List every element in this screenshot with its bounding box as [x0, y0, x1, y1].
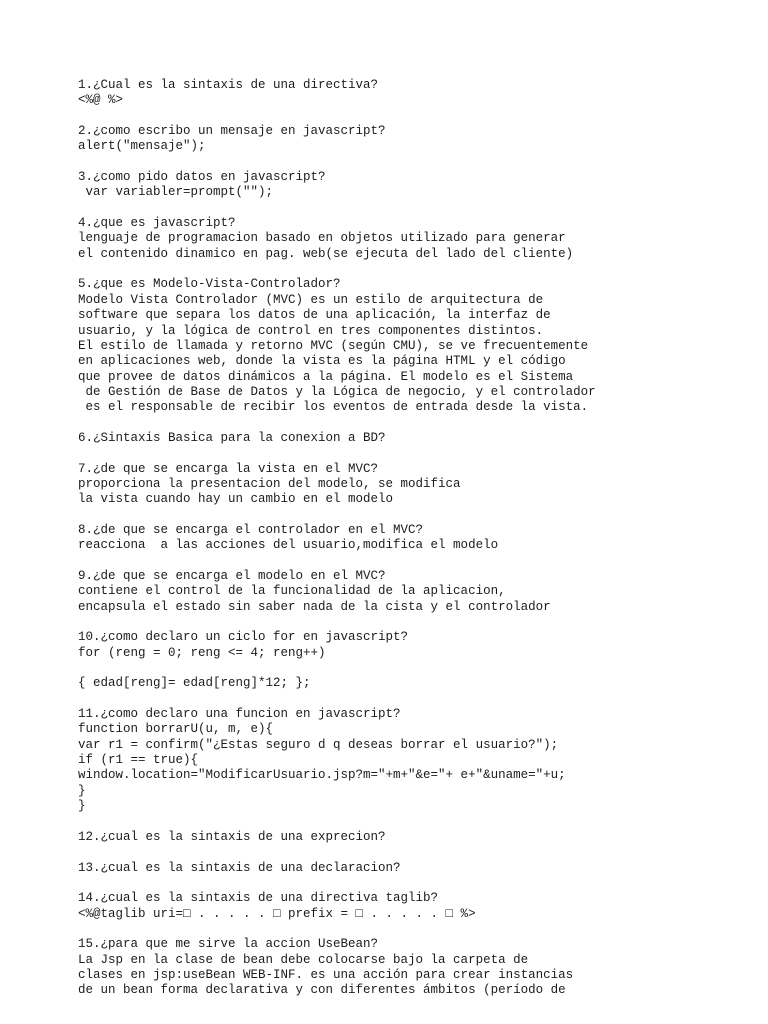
question-line: 1.¿Cual es la sintaxis de una directiva?: [78, 78, 379, 92]
answer-line: alert("mensaje");: [78, 139, 206, 154]
qa-block-6: [78, 431, 738, 446]
question-line: { edad[reng]= edad[reng]*12; };: [78, 676, 311, 691]
question-line: 13.¿cual es la sintaxis de una declaracion?: [78, 860, 401, 875]
qa-block-4: [78, 216, 738, 262]
answer-line: la vista cuando hay un cambio en el modelo: [78, 492, 394, 507]
qa-block-16: [78, 937, 738, 998]
qa-block-12: [78, 707, 738, 814]
question-line: 4.¿que es javascript?: [78, 216, 236, 231]
answer-line: window.location="ModificarUsuario.jsp?m="+m+"&e="+ e+"&uname="+u;: [78, 768, 566, 783]
question-line: 12.¿cual es la sintaxis de una exprecion?: [78, 829, 386, 844]
answer-line: Modelo Vista Controlador (MVC) es un estilo de arquitectura de: [78, 292, 544, 307]
answer-line: en aplicaciones web, donde la vista es la página HTML y el código: [78, 354, 566, 369]
answer-line: var variabler=prompt("");: [78, 185, 274, 200]
question-line: 15.¿para que me sirve la accion UseBean?: [78, 937, 379, 952]
qa-block-2: [78, 124, 738, 155]
question-line: 8.¿de que se encarga el controlador en el MVC?: [78, 522, 424, 537]
qa-block-15: [78, 891, 738, 922]
answer-line: lenguaje de programacion basado en objetos utilizado para generar: [78, 231, 566, 246]
answer-line: El estilo de llamada y retorno MVC (según CMU), se ve frecuentemente: [78, 338, 589, 353]
answer-line: if (r1 == true){: [78, 753, 199, 768]
answer-line: reacciona a las acciones del usuario,modifica el modelo: [78, 538, 499, 553]
answer-line: es el responsable de recibir los eventos de entrada desde la vista.: [78, 400, 589, 415]
question-line: 9.¿de que se encarga el modelo en el MVC?: [78, 569, 386, 583]
answer-line: de Gestión de Base de Datos y la Lógica de negocio, y el controlador: [78, 384, 596, 399]
question-line: 11.¿como declaro una funcion en javascript?: [78, 707, 401, 722]
answer-line: }: [78, 783, 86, 798]
qa-block-13: [78, 830, 738, 845]
answer-line: que provee de datos dinámicos a la página. El modelo es el Sistema: [78, 369, 574, 384]
question-line: 10.¿como declaro un ciclo for en javascript?: [78, 630, 409, 645]
question-line: 5.¿que es Modelo-Vista-Controlador?: [78, 277, 341, 292]
answer-line: <%@ %>: [78, 93, 124, 108]
answer-line: proporciona la presentacion del modelo, se modifica: [78, 476, 461, 491]
qa-block-11: [78, 676, 738, 691]
answer-line: La Jsp en la clase de bean debe colocarse bajo la carpeta de: [78, 952, 529, 967]
question-line: 2.¿como escribo un mensaje en javascript?: [78, 124, 386, 139]
answer-line: clases en jsp:useBean WEB-INF. es una acción para crear instancias: [78, 967, 574, 982]
answer-line: }: [78, 799, 86, 814]
question-line: 6.¿Sintaxis Basica para la conexion a BD?: [78, 430, 386, 445]
qa-block-1: [78, 78, 738, 109]
answer-line: encapsula el estado sin saber nada de la cista y el controlador: [78, 599, 551, 614]
answer-line: usuario, y la lógica de control en tres componentes distintos.: [78, 323, 544, 338]
qa-block-7: [78, 462, 738, 508]
question-line: 3.¿como pido datos en javascript?: [78, 170, 326, 185]
qa-block-3: [78, 170, 738, 201]
question-line: 7.¿de que se encarga la vista en el MVC?: [78, 461, 379, 476]
qa-block-8: [78, 523, 738, 554]
answer-line: de un bean forma declarativa y con diferentes ámbitos (período de: [78, 983, 566, 998]
qa-block-14: [78, 861, 738, 876]
qa-block-10: [78, 630, 738, 661]
answer-line: function borrarU(u, m, e){: [78, 722, 274, 737]
question-line: 14.¿cual es la sintaxis de una directiva taglib?: [78, 891, 439, 906]
answer-line: var r1 = confirm("¿Estas seguro d q deseas borrar el usuario?");: [78, 737, 559, 752]
answer-line: el contenido dinamico en pag. web(se ejecuta del lado del cliente): [78, 246, 574, 261]
document-body: [78, 78, 738, 1014]
answer-line: software que separa los datos de una aplicación, la interfaz de: [78, 308, 551, 323]
qa-block-9: [78, 569, 738, 615]
answer-line: for (reng = 0; reng <= 4; reng++): [78, 645, 326, 660]
answer-line: <%@taglib uri=□ . . . . . □ prefix = □ . . . . . □ %>: [78, 906, 476, 921]
answer-line: contiene el control de la funcionalidad de la aplicacion,: [78, 584, 506, 599]
qa-block-5: [78, 277, 738, 415]
